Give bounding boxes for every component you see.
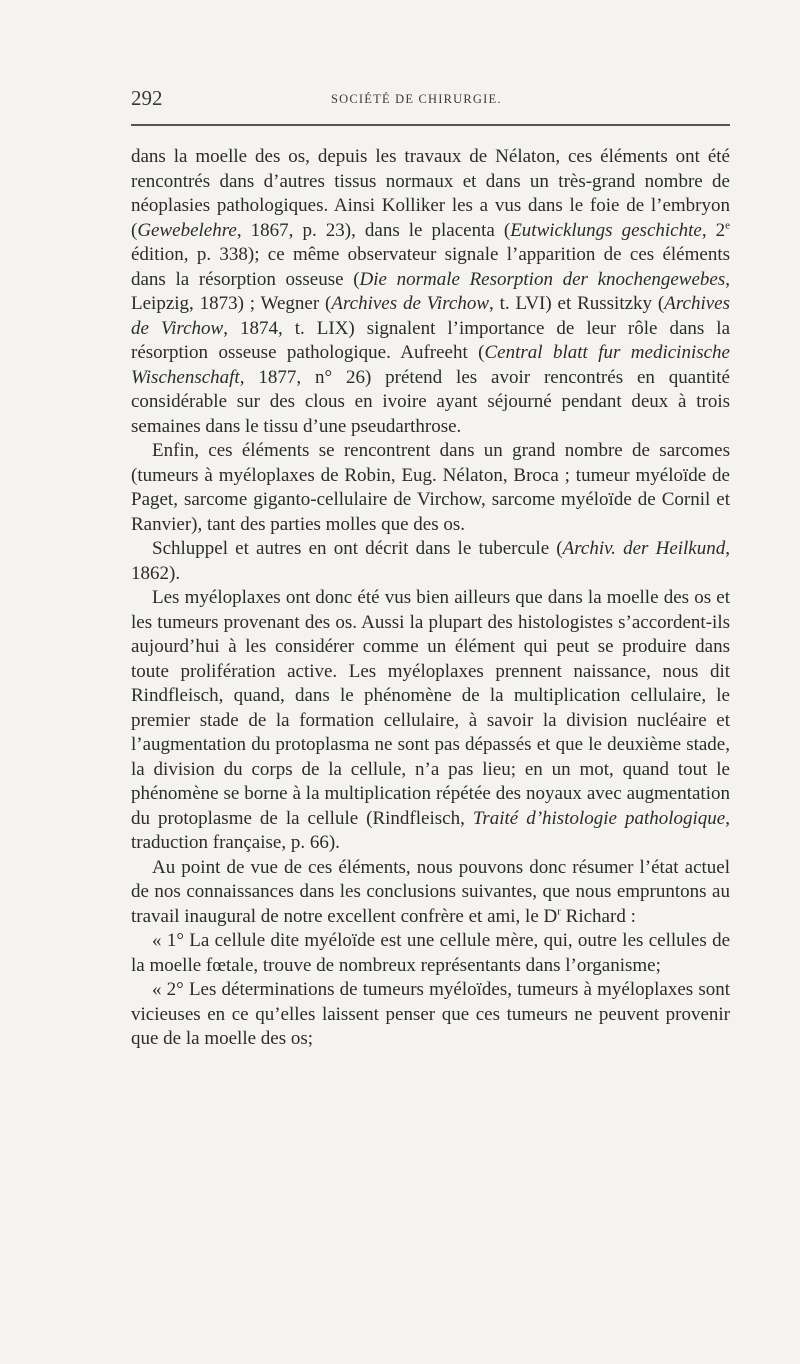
- paragraph: [131, 978, 730, 1052]
- paragraph: [131, 856, 730, 930]
- italic-text: Central blatt fur medicinische Wischenschaft: [131, 342, 730, 388]
- text-run: , 1874, t. LIX) signalent l’importance de leur rôle dans la résorption osseuse pathologique. Aufreeht (: [131, 317, 731, 363]
- text-run: Enfin, ces éléments se rencontrent dans un grand nombre de sarcomes (tumeurs à myéloplaxes de Robin, Eug. Nélaton, Broca ; tumeur myéloïde de Paget, sarcome giganto-cellulaire de Virchow, sarcome myéloïde de Cornil et Ranvier), tant des parties molles que des os.: [131, 440, 730, 535]
- running-head: [131, 86, 730, 116]
- text-run: , 2: [701, 219, 726, 241]
- italic-text: Eutwicklungs geschichte: [510, 219, 702, 241]
- text-run: Au point de vue de ces éléments, nous pouvons donc résumer l’état actuel de nos connaissances dans les conclusions suivantes, que nous empruntons au travail inaugural de notre excellent confrère et ami, le D: [131, 856, 730, 927]
- paragraph: [131, 537, 730, 586]
- text-run: , traduction française, p. 66).: [131, 807, 730, 853]
- running-title: SOCIÉTÉ DE CHIRURGIE.: [331, 92, 502, 106]
- superscript: r: [557, 905, 561, 918]
- text-run: , Leipzig, 1873) ; Wegner (: [131, 268, 730, 314]
- italic-text: Gewebelehre: [137, 219, 237, 241]
- text-run: Les myéloplaxes ont donc été vus bien ailleurs que dans la moelle des os et les tumeurs provenant des os. Aussi la plupart des histologistes s’accordent-ils aujourd’hui à les considérer comme un élément qui peut se produire dans toute prolifération active. Les myéloplaxes prennent naissance, nous dit Rindfleisch, quand, dans le phénomène de la multiplication cellulaire, le premier stade de la formation cellulaire, à savoir la division nucléaire et l’augmentation du protoplasma ne sont pas dépassés et que le deuxième stade, la division du corps de la cellule, n’a pas lieu; en un mot, quand tout le phénomène se borne à la multiplication répétée des noyaux avec augmentation du protoplasme de la cellule (Rindfleisch,: [131, 587, 730, 829]
- paragraph: [131, 439, 730, 537]
- text-run: « 1° La cellule dite myéloïde est une cellule mère, qui, outre les cellules de la moelle fœtale, trouve de nombreux représentants dans l’organisme;: [131, 930, 730, 976]
- italic-text: Archives de Virchow: [131, 293, 730, 339]
- page-number: 292: [131, 86, 163, 110]
- text-run: , 1867, p. 23), dans le placenta (: [236, 219, 511, 241]
- superscript: e: [725, 219, 731, 232]
- text-run: Richard :: [560, 905, 636, 927]
- paragraph: [131, 586, 730, 856]
- text-run: , t. LVI) et Russitzky (: [489, 293, 665, 314]
- italic-text: Traité d’histologie pathologique: [472, 807, 726, 829]
- text-run: dans la moelle des os, depuis les travaux de Nélaton, ces éléments ont été rencontrés dans d’autres tissus normaux et dans un très-grand nombre de néoplasies pathologiques. Ainsi Kolliker les a vus dans le foie de l’embryon (: [131, 146, 730, 241]
- body-text: [131, 145, 730, 1052]
- paragraph: [131, 929, 730, 978]
- paragraph: [131, 145, 730, 439]
- italic-text: Die normale Resorption der knochengewebes: [359, 268, 726, 290]
- text-run: « 2° Les déterminations de tumeurs myéloïdes, tumeurs à myéloplaxes sont vicieuses en ce qu’elles laissent penser que ces tumeurs ne peuvent provenir que de la moelle des os;: [131, 979, 730, 1049]
- text-run: , 1877, n° 26) prétend les avoir rencontrés en quantité considérable sur des clous en ivoire ayant séjourné pendant deux à trois semaines dans le tissu d’une pseudarthrose.: [131, 366, 730, 437]
- italic-text: Archives de Virchow: [331, 293, 489, 314]
- italic-text: Archiv. der Heilkund: [562, 538, 726, 559]
- text-run: Schluppel et autres en ont décrit dans le tubercule (: [152, 538, 563, 559]
- text-run: , 1862).: [131, 538, 730, 584]
- text-run: édition, p. 338); ce même observateur signale l’apparition de ces éléments dans la résorption osseuse (: [131, 244, 730, 290]
- header-rule: [131, 124, 730, 126]
